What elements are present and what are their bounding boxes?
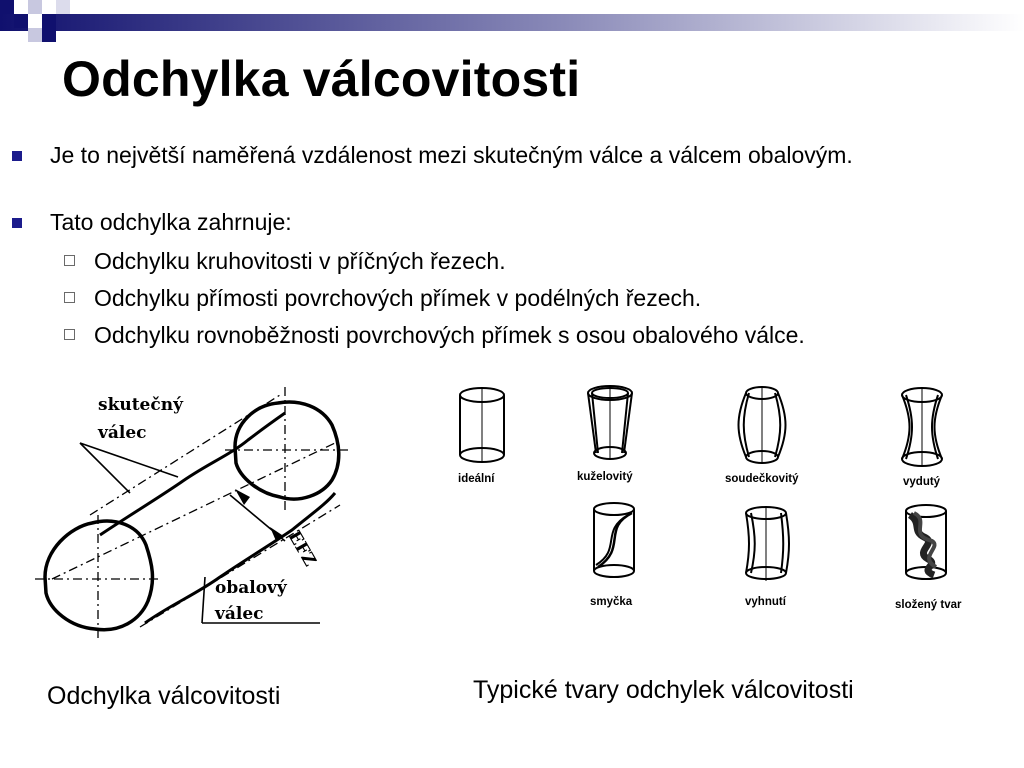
shape-loop <box>594 503 634 577</box>
leader-line <box>202 577 205 623</box>
hollow-square-bullet-icon <box>64 329 75 340</box>
header-square <box>28 0 42 14</box>
sub-bullet-item <box>0 283 1024 313</box>
square-bullet-icon <box>12 151 22 161</box>
caption-right: Typické tvary odchylek válcovitosti <box>473 676 854 704</box>
shape-label: vyhnutí <box>745 596 786 608</box>
slide-title: Odchylka válcovitosti <box>62 51 581 107</box>
shape-bent <box>746 507 789 581</box>
leader-line <box>80 443 130 493</box>
shape-label: ideální <box>458 473 495 485</box>
header-gradient-bar <box>0 14 1024 31</box>
header-square <box>28 14 42 28</box>
shape-label: soudečkovitý <box>725 473 799 485</box>
label-real-cylinder-2: válec <box>98 423 147 443</box>
shape-conical <box>588 385 632 460</box>
leader-line <box>80 443 178 477</box>
square-bullet-icon <box>12 218 22 228</box>
front-section-outline <box>45 521 152 630</box>
shape-label: složený tvar <box>895 599 962 611</box>
deviation-shapes-diagram <box>440 375 1000 625</box>
sub-bullet-item <box>0 320 1024 350</box>
header-square <box>14 14 28 28</box>
arrow-head-icon <box>235 489 250 505</box>
header-square <box>28 28 42 42</box>
shape-ideal <box>460 387 504 462</box>
caption-left: Odchylka válcovitosti <box>47 682 281 710</box>
bullet-item <box>0 207 1024 237</box>
shape-label: vydutý <box>903 476 941 488</box>
label-real-cylinder-1: skutečný <box>98 395 183 415</box>
shape-composite <box>906 505 946 579</box>
cylindricity-diagram <box>30 365 410 645</box>
header-square <box>56 0 70 14</box>
bullet-text: Je to největší naměřená vzdálenost mezi skutečným válce a válcem obalovým. <box>50 142 853 168</box>
shape-label: kuželovitý <box>577 471 633 483</box>
shape-concave <box>902 388 942 466</box>
header-square <box>42 14 56 28</box>
axis-line <box>52 443 335 579</box>
sub-bullet-item <box>0 246 1024 276</box>
header-decoration <box>0 0 1024 48</box>
hollow-square-bullet-icon <box>64 255 75 266</box>
header-square <box>0 0 14 14</box>
bullet-text: Tato odchylka zahrnuje: <box>50 209 292 235</box>
hollow-square-bullet-icon <box>64 292 75 303</box>
sub-bullet-text: Odchylku kruhovitosti v příčných řezech. <box>94 248 506 274</box>
sub-bullet-text: Odchylku přímosti povrchových přímek v podélných řezech. <box>94 285 702 311</box>
shape-label: smyčka <box>590 596 633 608</box>
shape-barrel <box>739 387 786 463</box>
label-envelope-cylinder-2: válec <box>215 604 264 624</box>
header-square <box>14 0 28 14</box>
sub-bullet-text: Odchylku rovnoběžnosti povrchových přímek s osou obalového válce. <box>94 322 805 348</box>
bullet-item <box>0 140 1024 200</box>
label-envelope-cylinder-1: obalový <box>215 578 287 598</box>
header-square <box>42 28 56 42</box>
label-efz: EFZ <box>283 527 320 570</box>
